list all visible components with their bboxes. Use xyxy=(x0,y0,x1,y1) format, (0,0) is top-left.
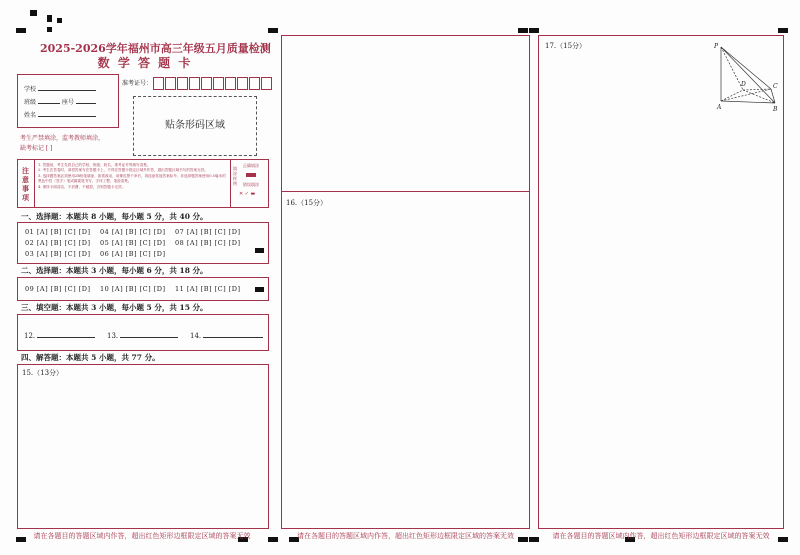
wrong-fill-sample: ✕ ✓ ▬ xyxy=(239,191,256,197)
choice-row[interactable]: 02 [A] [B] [C] [D] xyxy=(25,239,91,247)
choice-row[interactable]: 04 [A] [B] [C] [D] xyxy=(100,228,166,236)
notice-list xyxy=(38,163,226,190)
choice-row[interactable]: 10 [A] [B] [C] [D] xyxy=(100,285,166,293)
choice-row[interactable]: 05 [A] [B] [C] [D] xyxy=(100,239,166,247)
q15-label: 15.（13分） xyxy=(22,369,64,377)
choice-row[interactable]: 06 [A] [B] [C] [D] xyxy=(100,250,166,258)
pyramid-figure xyxy=(713,43,779,115)
correct-fill-label: 正确填涂 xyxy=(243,163,259,168)
section2-title: 二、选择题：本题共 3 小题，每小题 6 分，共 18 分。 xyxy=(21,266,208,275)
section3-box xyxy=(17,314,269,351)
absent-note: 考生严禁填涂，监考教师填涂， xyxy=(20,135,105,142)
notice-item: 3. 选择题答案必须使用2B铅笔填涂，如需改动，用橡皮擦干净后，再选涂其他答案标号；非选择题答案使用0.5毫米的黑色中性（签字）笔或碳素笔书写，字体工整、笔迹清楚。 xyxy=(38,173,226,184)
barcode-area xyxy=(133,96,257,156)
timing-mark xyxy=(16,28,26,33)
seat-field[interactable] xyxy=(76,103,96,104)
page-subtitle: 数 学 答 题 卡 xyxy=(97,56,193,70)
blank-14-field[interactable] xyxy=(203,337,263,338)
vertex-label: D xyxy=(741,81,746,88)
timing-mark xyxy=(57,18,62,23)
notice-box xyxy=(17,159,269,208)
barcode-label: 贴条形码区域 xyxy=(165,120,225,131)
blank-label: 13. xyxy=(107,332,119,340)
exam-id-label: 准考证号： xyxy=(122,80,153,87)
name-field[interactable] xyxy=(38,116,96,117)
footer-note: 请在各题目的答题区域内作答，超出红色矩形边框限定区域的答案无效 xyxy=(552,532,770,540)
vertex-label: C xyxy=(773,83,778,90)
timing-mark xyxy=(30,10,37,16)
exam-id-boxes[interactable] xyxy=(153,75,273,94)
timing-mark xyxy=(778,28,788,33)
notice-item: 4. 保持卡面清洁，不折叠、不破损，否则答题卡无效。 xyxy=(38,184,126,189)
timing-mark xyxy=(518,28,528,33)
timing-mark xyxy=(268,28,278,33)
blank-label: 14. xyxy=(190,332,202,340)
choice-row[interactable]: 01 [A] [B] [C] [D] xyxy=(25,228,91,236)
q17-answer-area[interactable] xyxy=(538,35,784,529)
choice-row[interactable]: 07 [A] [B] [C] [D] xyxy=(175,228,241,236)
blank-label: 12. xyxy=(24,332,36,340)
q15-continued-area[interactable] xyxy=(281,35,530,192)
section4-title: 四、解答题：本题共 5 小题，共 77 分。 xyxy=(21,353,160,362)
footer-note: 请在各题目的答题区域内作答，超出红色矩形边框限定区域的答案无效 xyxy=(297,532,514,540)
vertex-label: A xyxy=(717,104,722,111)
choice-row[interactable]: 11 [A] [B] [C] [D] xyxy=(175,285,241,293)
blank-12-field[interactable] xyxy=(37,337,95,338)
seat-label: 座号 xyxy=(61,99,74,106)
school-field[interactable] xyxy=(38,90,96,91)
q16-answer-area[interactable] xyxy=(281,191,530,529)
blank-13-field[interactable] xyxy=(120,337,178,338)
choice-row[interactable]: 09 [A] [B] [C] [D] xyxy=(25,285,91,293)
fill-sample-label: 填涂样例 xyxy=(233,166,237,186)
timing-mark xyxy=(529,28,539,33)
q15-answer-area[interactable] xyxy=(17,364,269,529)
page-title: 2025-2026学年福州市高三年级五月质量检测 xyxy=(40,42,271,55)
student-info-box xyxy=(17,74,119,128)
notice-item: 2. 考生在答卷时，请将答案写在答题卡上，不得在答题卡指定区域外作答，超出答题区域书写的答案无效。 xyxy=(38,168,208,173)
timing-mark xyxy=(268,537,278,542)
choice-row[interactable]: 08 [A] [B] [C] [D] xyxy=(175,239,241,247)
section1-box xyxy=(17,222,269,264)
class-field[interactable] xyxy=(38,103,60,104)
vertex-label: B xyxy=(773,106,778,113)
section3-title: 三、填空题：本题共 3 小题，每小题 5 分，共 15 分。 xyxy=(21,303,208,312)
name-label: 姓名 xyxy=(24,112,37,119)
correct-fill-sample xyxy=(246,173,256,177)
q16-label: 16.（15分） xyxy=(286,199,328,207)
wrong-fill-label: 错误填涂 xyxy=(243,182,259,187)
vertex-label: P xyxy=(714,43,719,50)
class-label: 班级 xyxy=(24,99,37,106)
section2-box xyxy=(17,277,269,301)
footer-note: 请在各题目的答题区域内作答，超出红色矩形边框限定区域的答案无效 xyxy=(33,532,251,540)
section1-title: 一、选择题：本题共 8 小题，每小题 5 分，共 40 分。 xyxy=(21,212,208,221)
choice-row[interactable]: 03 [A] [B] [C] [D] xyxy=(25,250,91,258)
notice-item: 1. 答题前，考生先将自己的学校、班级、姓名、准考证号等填写清楚。 xyxy=(38,163,151,167)
q17-label: 17.（15分） xyxy=(545,42,587,50)
notice-label: 注意事项 xyxy=(22,166,29,202)
timing-mark xyxy=(47,15,52,22)
timing-mark xyxy=(47,27,52,32)
absent-mark[interactable]: 缺考标记 [ ] xyxy=(20,145,53,152)
school-label: 学校 xyxy=(24,86,37,93)
